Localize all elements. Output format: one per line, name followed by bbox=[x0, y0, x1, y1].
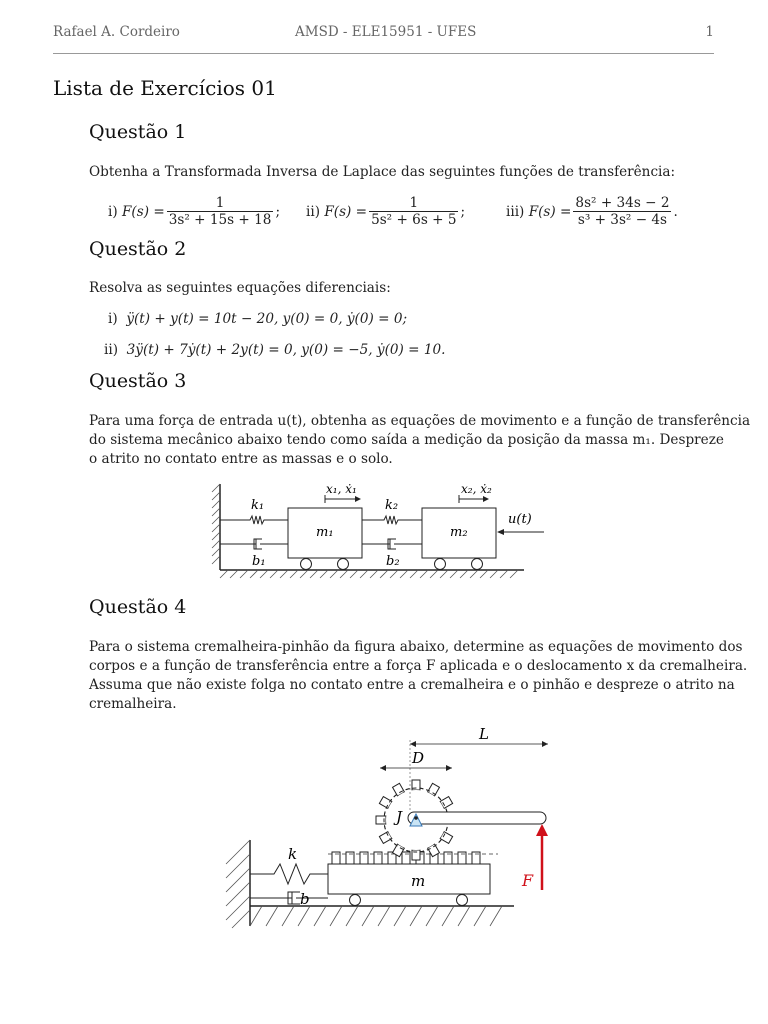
q4-label-L: L bbox=[479, 725, 489, 743]
q3-wheel bbox=[435, 559, 446, 570]
q1-item-3-lhs: F(s) = bbox=[528, 203, 572, 220]
q1-item-2-end: ; bbox=[460, 203, 466, 220]
q1-item-3 bbox=[506, 195, 678, 228]
q4-dim-arrow bbox=[380, 765, 386, 771]
q4-wheel bbox=[350, 895, 361, 906]
q3-label-k1: k₁ bbox=[251, 498, 265, 513]
q4-rack-mass bbox=[328, 864, 490, 894]
q3-wheel bbox=[301, 559, 312, 570]
q3-wheel bbox=[472, 559, 483, 570]
q1-item-2-lhs: F(s) = bbox=[324, 203, 368, 220]
q1-item-1-denominator: 3s² + 15s + 18 bbox=[168, 212, 272, 228]
q1-item-1-label: i) bbox=[108, 203, 118, 220]
q2-item-1 bbox=[108, 311, 407, 327]
q4-heading: Questão 4 bbox=[89, 596, 187, 618]
q3-arrowhead bbox=[355, 496, 361, 502]
q1-item-1 bbox=[108, 195, 280, 228]
q4-floor-hatch bbox=[250, 906, 502, 926]
q4-label-m: m bbox=[411, 872, 426, 890]
q4-label-D: D bbox=[412, 749, 425, 767]
running-header bbox=[53, 24, 714, 44]
q1-prompt bbox=[89, 163, 689, 182]
q3-label-x2: x₂, ẋ₂ bbox=[461, 482, 492, 496]
q3-label-b1: b₁ bbox=[252, 554, 266, 569]
q1-item-3-fraction bbox=[573, 195, 671, 228]
q4-dim-arrow bbox=[542, 741, 548, 747]
q4-force-arrowhead bbox=[536, 824, 548, 836]
q4-lever-arm bbox=[408, 812, 546, 824]
q2-item-2 bbox=[104, 342, 445, 358]
q1-item-3-numerator: 8s² + 34s − 2 bbox=[575, 195, 670, 211]
q4-spring-k bbox=[250, 864, 328, 884]
q4-label-F: F bbox=[522, 871, 534, 890]
q2-item-2-text: 3ÿ(t) + 7ẏ(t) + 2y(t) = 0, y(0) = −5, ẏ(0) = 10. bbox=[126, 342, 446, 358]
q3-line-2: do sistema mecânico abaixo tendo como saída a medição da posição da massa m₁. Despreze bbox=[89, 432, 724, 448]
q4-label-J: J bbox=[396, 808, 403, 826]
q1-item-2-denominator: 5s² + 6s + 5 bbox=[371, 212, 457, 228]
q4-wheel bbox=[457, 895, 468, 906]
q1-item-2-label: ii) bbox=[306, 203, 320, 220]
q2-heading: Questão 2 bbox=[89, 238, 187, 260]
q1-heading: Questão 1 bbox=[89, 121, 187, 143]
q3-paragraph bbox=[89, 412, 751, 469]
q1-item-2 bbox=[306, 195, 465, 228]
q4-line-1: Para o sistema cremalheira-pinhão da figura abaixo, determine as equações de movimento dos bbox=[89, 639, 743, 655]
q1-item-2-fraction bbox=[369, 195, 458, 228]
q4-line-3: Assuma que não existe folga no contato entre a cremalheira e o pinhão e despreze o atrito na bbox=[89, 677, 735, 693]
q3-mass-spring-figure bbox=[210, 478, 550, 586]
q3-wall-hatch bbox=[212, 484, 220, 564]
q2-item-2-label: ii) bbox=[104, 342, 118, 358]
q1-item-1-numerator: 1 bbox=[215, 195, 225, 211]
q4-wall-hatch bbox=[226, 840, 250, 928]
q3-spring-k2 bbox=[362, 516, 422, 524]
q1-item-3-denominator: s³ + 3s² − 4s bbox=[573, 211, 671, 228]
header-rule bbox=[53, 53, 714, 54]
q1-item-3-end: . bbox=[673, 203, 678, 220]
q3-damper-b1 bbox=[220, 539, 288, 549]
q2-prompt-text: Resolva as seguintes equações diferenciais: bbox=[89, 280, 391, 296]
header-author: Rafael A. Cordeiro bbox=[53, 24, 180, 40]
document-title: Lista de Exercícios 01 bbox=[53, 76, 277, 100]
q3-label-m2: m₂ bbox=[450, 525, 468, 540]
q4-rack-pinion-figure bbox=[222, 722, 562, 932]
q4-dim-arrow bbox=[410, 741, 416, 747]
q4-line-2: corpos e a função de transferência entre a força F aplicada e o deslocamento x da cremalheira. bbox=[89, 658, 748, 674]
q3-arrowhead bbox=[483, 496, 489, 502]
q4-line-4: cremalheira. bbox=[89, 696, 177, 712]
q1-item-3-label: iii) bbox=[506, 203, 525, 220]
q2-item-1-text: ÿ(t) + y(t) = 10t − 20, y(0) = 0, ẏ(0) = 0; bbox=[126, 311, 408, 327]
q1-item-1-fraction bbox=[167, 195, 274, 228]
q3-label-b2: b₂ bbox=[386, 554, 400, 569]
q2-prompt bbox=[89, 279, 689, 298]
q1-item-2-numerator: 1 bbox=[409, 195, 419, 211]
q4-damper-b bbox=[250, 892, 328, 904]
q3-wheel bbox=[338, 559, 349, 570]
q1-prompt-text: Obtenha a Transformada Inversa de Laplace das seguintes funções de transferência: bbox=[89, 164, 676, 180]
q3-damper-b2 bbox=[362, 539, 422, 549]
q3-force-arrowhead bbox=[497, 529, 504, 535]
q3-label-m1: m₁ bbox=[316, 525, 334, 540]
q1-item-1-end: ; bbox=[275, 203, 281, 220]
q4-paragraph bbox=[89, 638, 748, 714]
q3-label-x1: x₁, ẋ₁ bbox=[326, 482, 357, 496]
q3-ground-hatch bbox=[220, 570, 518, 578]
q3-label-u: u(t) bbox=[508, 512, 532, 527]
q4-pivot-center bbox=[414, 816, 418, 820]
q3-label-k2: k₂ bbox=[385, 498, 399, 513]
q1-item-1-lhs: F(s) = bbox=[121, 203, 165, 220]
q3-line-3: o atrito no contato entre as massas e o solo. bbox=[89, 451, 393, 467]
q3-heading: Questão 3 bbox=[89, 370, 187, 392]
q3-spring-k1 bbox=[220, 516, 288, 524]
q4-label-b: b bbox=[300, 890, 310, 908]
q4-dim-arrow bbox=[446, 765, 452, 771]
header-course: AMSD - ELE15951 - UFES bbox=[295, 24, 477, 40]
q4-label-k: k bbox=[288, 845, 298, 863]
q3-line-1: Para uma força de entrada u(t), obtenha as equações de movimento e a função de transferência bbox=[89, 413, 751, 429]
q2-item-1-label: i) bbox=[108, 311, 118, 327]
header-page-number: 1 bbox=[705, 24, 714, 40]
